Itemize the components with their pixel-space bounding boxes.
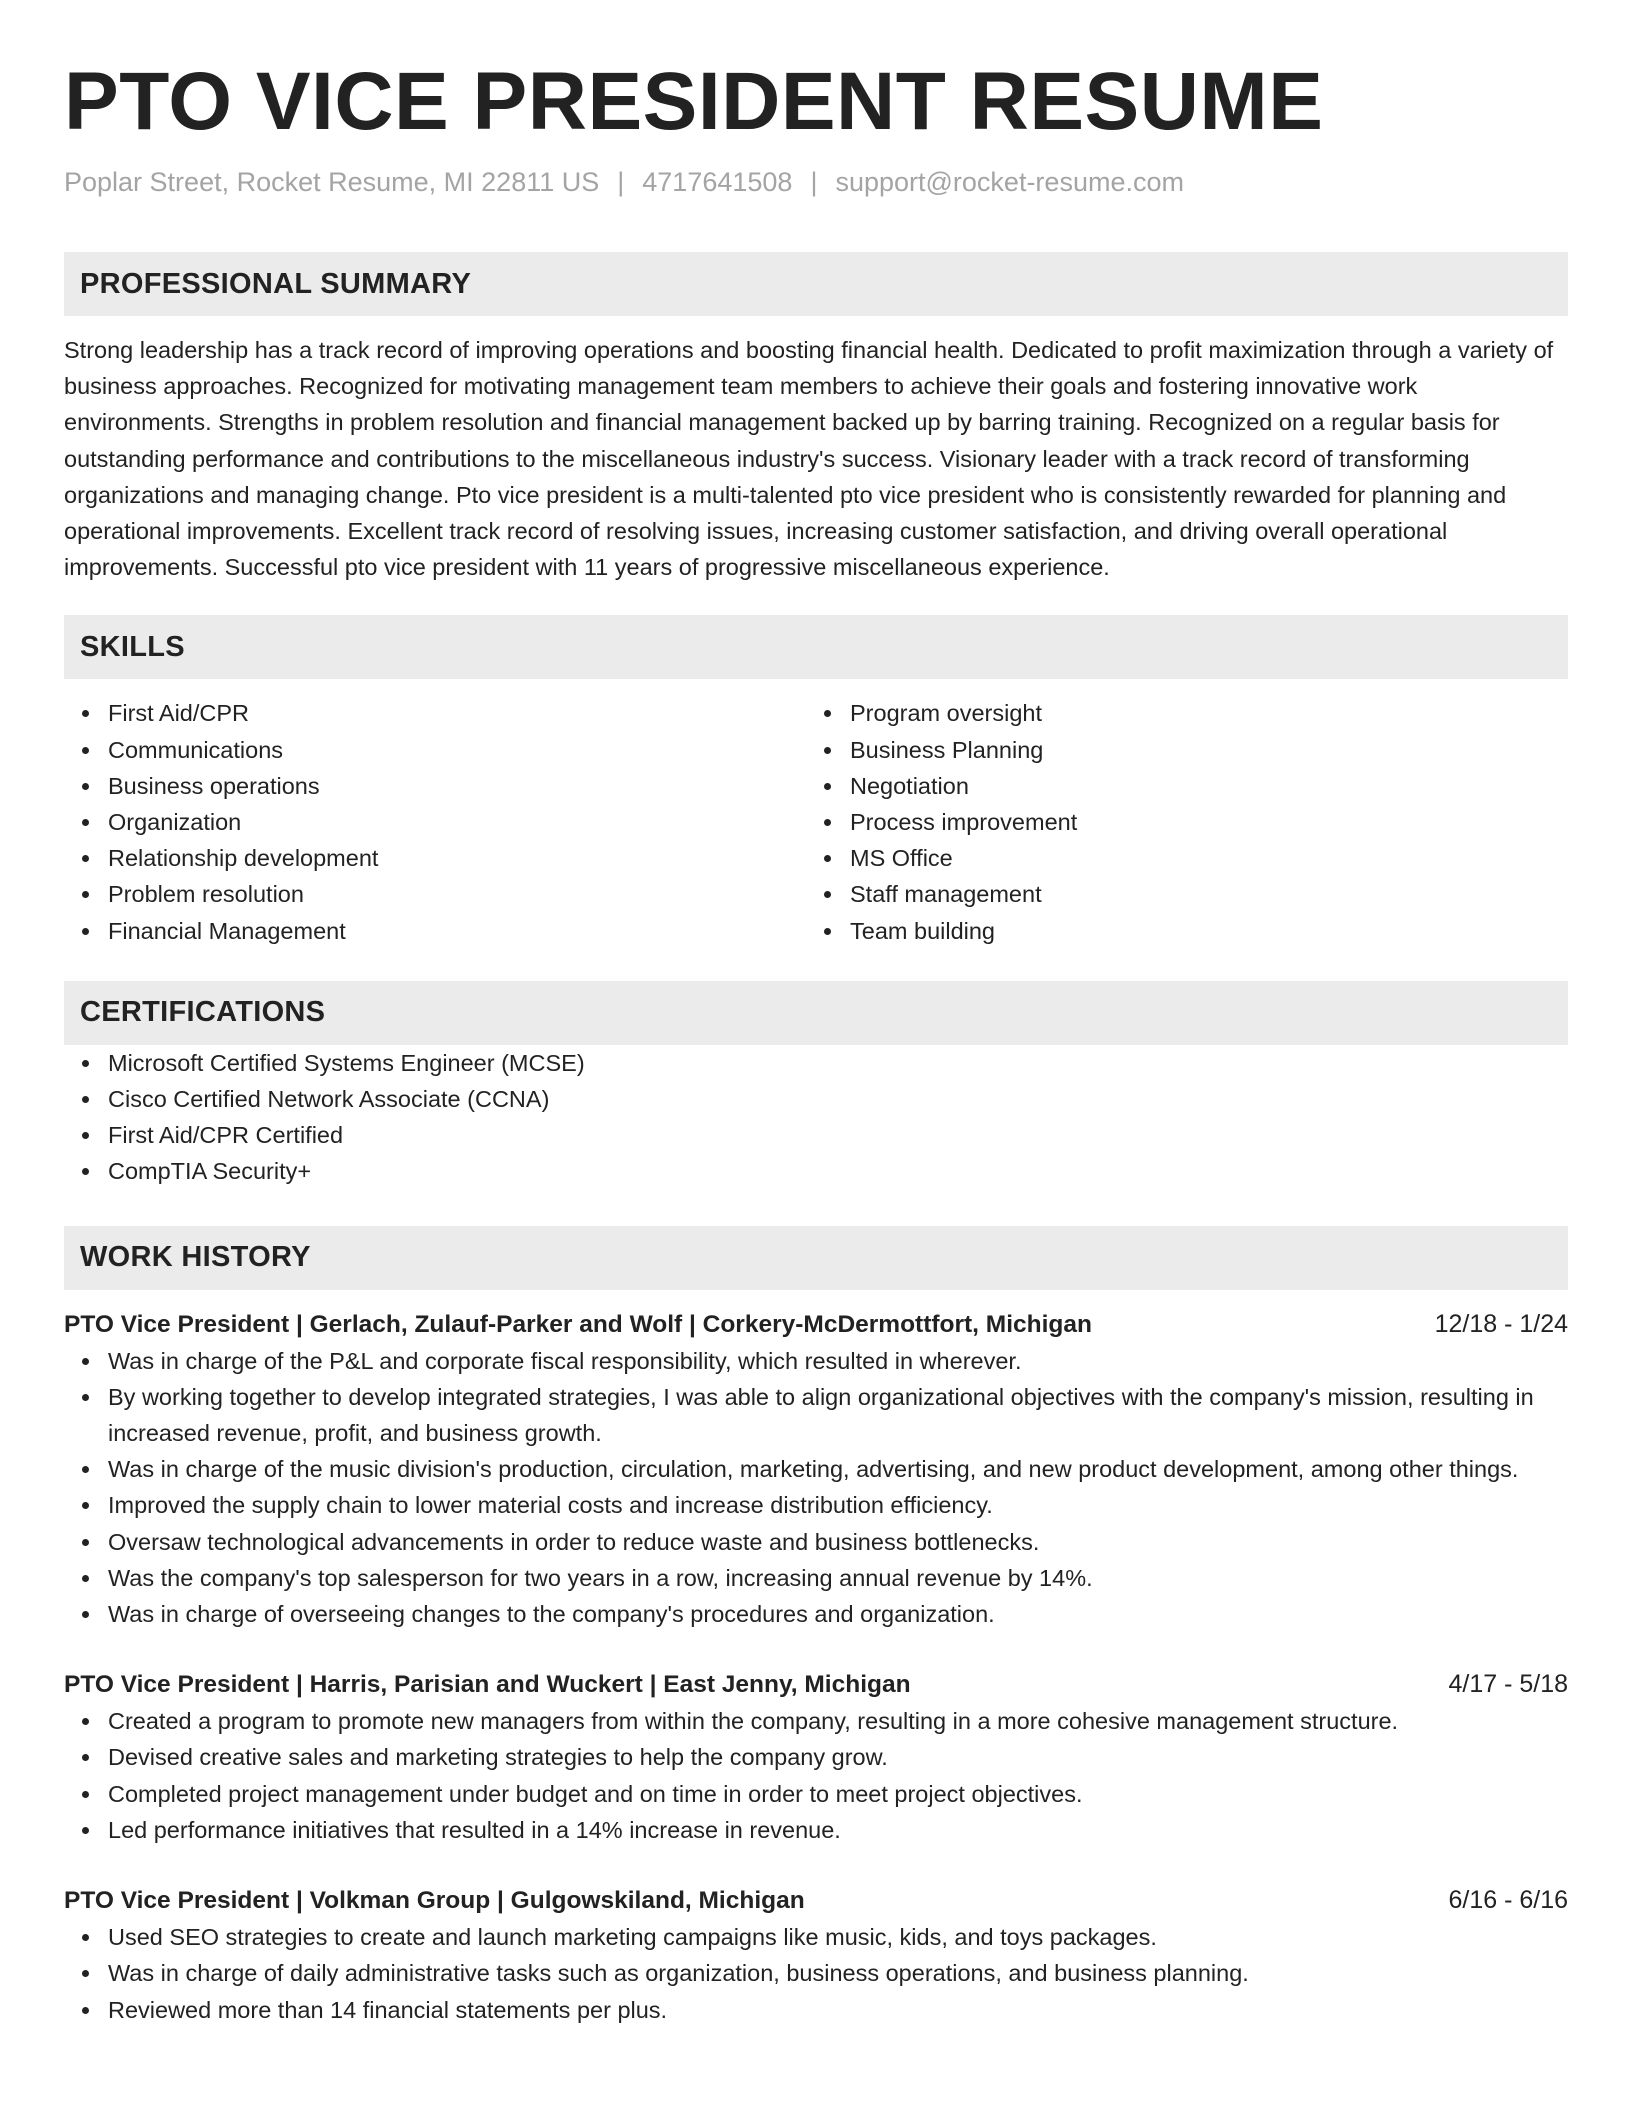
job-header (64, 1666, 1568, 1703)
skill-item: Communications (64, 732, 806, 768)
certification-item: First Aid/CPR Certified (64, 1117, 1568, 1153)
contact-separator: | (810, 167, 818, 197)
job-entry (64, 1306, 1568, 1633)
job-bullet: Created a program to promote new managers from within the company, resulting in a more cohesive management structure. (64, 1703, 1568, 1739)
job-bullet: Completed project management under budget and on time in order to meet project objectives. (64, 1776, 1568, 1812)
job-bullet: Oversaw technological advancements in order to reduce waste and business bottlenecks. (64, 1524, 1568, 1560)
job-bullets (64, 1343, 1568, 1633)
job-bullets (64, 1703, 1568, 1848)
certification-item: Cisco Certified Network Associate (CCNA) (64, 1081, 1568, 1117)
job-bullet: Was in charge of daily administrative tasks such as organization, business operations, and business planning. (64, 1955, 1568, 1991)
skill-item: Problem resolution (64, 876, 806, 912)
skill-item: Organization (64, 804, 806, 840)
certification-item: Microsoft Certified Systems Engineer (MCSE) (64, 1045, 1568, 1081)
job-header (64, 1306, 1568, 1343)
skill-item: First Aid/CPR (64, 695, 806, 731)
skill-item: Financial Management (64, 913, 806, 949)
skill-item: MS Office (806, 840, 1548, 876)
job-bullet: Used SEO strategies to create and launch marketing campaigns like music, kids, and toys packages. (64, 1919, 1568, 1955)
job-title: PTO Vice President | Volkman Group | Gulgowskiland, Michigan (64, 1887, 805, 1915)
skills-columns (64, 695, 1568, 948)
job-bullet: Reviewed more than 14 financial statements per plus. (64, 1992, 1568, 2028)
certification-item: CompTIA Security+ (64, 1153, 1568, 1189)
skill-item: Program oversight (806, 695, 1548, 731)
job-bullet: Was in charge of the P&L and corporate fiscal responsibility, which resulted in wherever. (64, 1343, 1568, 1379)
job-bullet: Was the company's top salesperson for two years in a row, increasing annual revenue by 14%. (64, 1560, 1568, 1596)
resume-page (64, 52, 1568, 2028)
skill-item: Business Planning (806, 732, 1548, 768)
job-bullet: Devised creative sales and marketing strategies to help the company grow. (64, 1739, 1568, 1775)
job-bullet: Was in charge of the music division's production, circulation, marketing, advertising, and new product development, among other things. (64, 1451, 1568, 1487)
certifications-list (64, 1045, 1568, 1190)
job-title: PTO Vice President | Gerlach, Zulauf-Parker and Wolf | Corkery-McDermottfort, Michigan (64, 1310, 1092, 1338)
job-entry (64, 1882, 1568, 2028)
contact-phone: 4717641508 (642, 167, 793, 197)
job-dates: 4/17 - 5/18 (1448, 1670, 1568, 1699)
contact-address: Poplar Street, Rocket Resume, MI 22811 US (64, 167, 600, 197)
contact-separator: | (617, 167, 625, 197)
job-dates: 12/18 - 1/24 (1434, 1309, 1568, 1338)
job-bullet: Improved the supply chain to lower material costs and increase distribution efficiency. (64, 1487, 1568, 1523)
job-bullet: By working together to develop integrated strategies, I was able to align organizational objectives with the company's mission, resulting in increased revenue, profit, and business growth. (64, 1379, 1568, 1451)
section-header-professional-summary: PROFESSIONAL SUMMARY (64, 252, 1568, 316)
resume-title: PTO VICE PRESIDENT RESUME (64, 56, 1324, 147)
contact-email: support@rocket-resume.com (835, 167, 1184, 197)
job-header (64, 1882, 1568, 1919)
skill-item: Process improvement (806, 804, 1548, 840)
skill-item: Staff management (806, 876, 1548, 912)
summary-text: Strong leadership has a track record of improving operations and boosting financial health. Dedicated to profit maximization through a variety of business approaches. Recognized for motivating management team members to achieve their goals and fostering innovative work environments. Strengths in problem resolution and financial management backed up by barring training. Recognized on a regular basis for outstanding performance and contributions to the miscellaneous industry's success. Visionary leader with a track record of transforming organizations and managing change. Pto vice president is a multi-talented pto vice president who is consistently rewarded for planning and operational improvements. Excellent track record of resolving issues, increasing customer satisfaction, and driving overall operational improvements. Successful pto vice president with 11 years of progressive miscellaneous experience. (64, 337, 1554, 581)
section-header-work-history: WORK HISTORY (64, 1226, 1568, 1290)
contact-line (64, 164, 1568, 200)
job-dates: 6/16 - 6/16 (1448, 1886, 1568, 1915)
job-title: PTO Vice President | Harris, Parisian and Wuckert | East Jenny, Michigan (64, 1671, 911, 1699)
skill-item: Business operations (64, 768, 806, 804)
job-bullets (64, 1919, 1568, 2028)
section-header-certifications: CERTIFICATIONS (64, 981, 1568, 1045)
skill-item: Team building (806, 913, 1548, 949)
section-header-skills: SKILLS (64, 615, 1568, 679)
skill-item: Negotiation (806, 768, 1548, 804)
job-bullet: Led performance initiatives that resulted in a 14% increase in revenue. (64, 1812, 1568, 1848)
job-bullet: Was in charge of overseeing changes to the company's procedures and organization. (64, 1596, 1568, 1632)
job-entry (64, 1666, 1568, 1848)
skills-column-left (64, 695, 806, 948)
skills-column-right (806, 695, 1548, 948)
skill-item: Relationship development (64, 840, 806, 876)
